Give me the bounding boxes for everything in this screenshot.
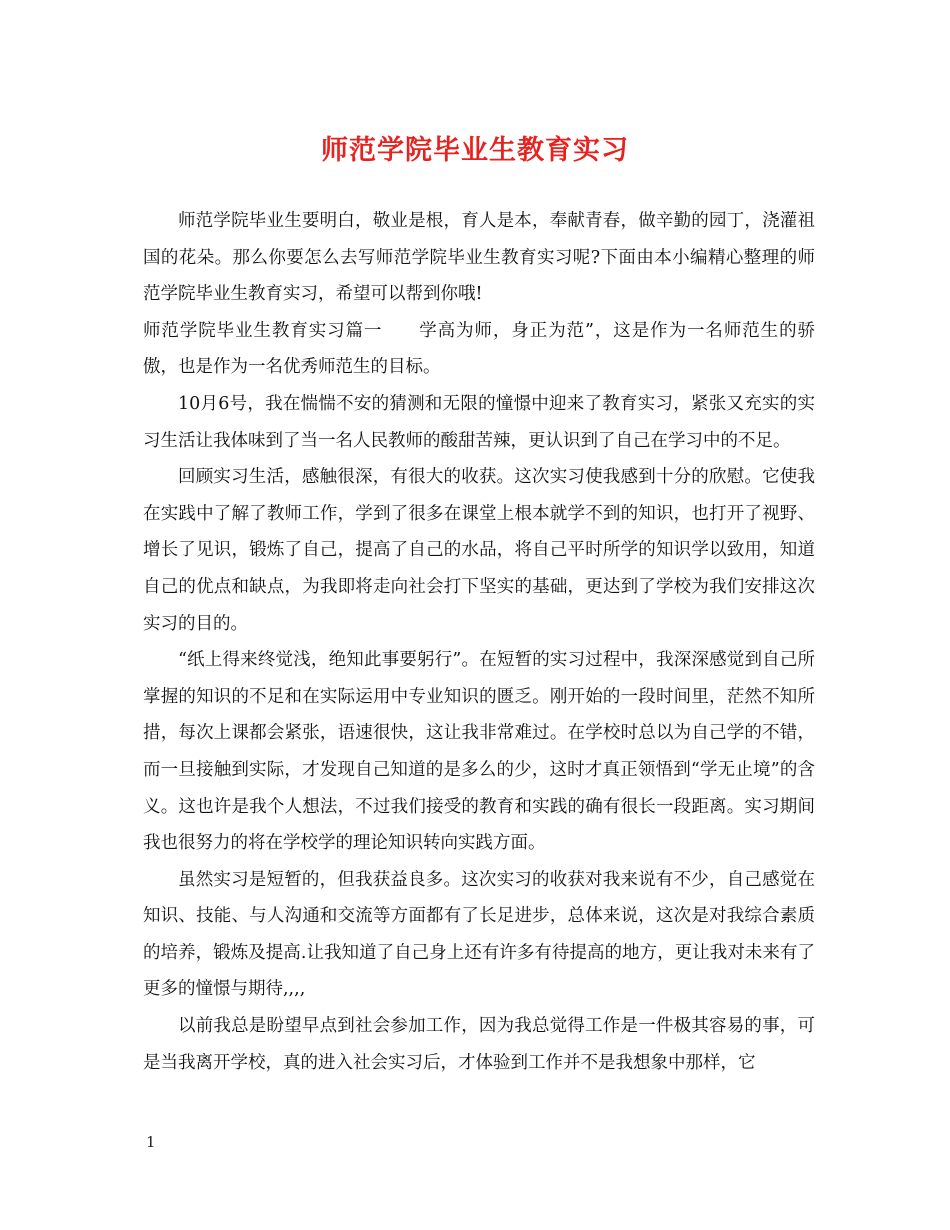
paragraph-gains: 虽然实习是短暂的，但我获益良多。这次实习的收获对我来说有不少，自己感觉在知识、技能、与人沟通和交流等方面都有了长足进步，总体来说，这次是对我综合素质的培养，锻炼及提高.让我知道了自己身上还有许多有待提高的地方，更让我对未来有了更多的憧憬与期待,,,, xyxy=(143,869,815,1000)
paragraph-section-one: 师范学院毕业生教育实习篇一 学高为师，身正为范”，这是作为一名师范生的骄傲，也是作为一名优秀师范生的目标。 xyxy=(143,320,815,378)
document-title: 师范学院毕业生教育实习 xyxy=(321,135,629,166)
page-number: 1 xyxy=(146,1133,156,1151)
paragraph-work: 以前我总是盼望早点到社会参加工作，因为我总觉得工作是一件极其容易的事，可是当我离开学校，真的进入社会实习后，才体验到工作并不是我想象中那样，它 xyxy=(143,1016,815,1073)
document-body xyxy=(143,203,815,1081)
paragraph-intro: 师范学院毕业生要明白，敬业是根，育人是本，奉献青春，做辛勤的园丁，浇灌祖国的花朵。那么你要怎么去写师范学院毕业生教育实习呢?下面由本小编精心整理的师范学院毕业生教育实习，希望可以帮到你哦! xyxy=(143,211,815,305)
paragraph-review: 回顾实习生活，感触很深，有很大的收获。这次实习使我感到十分的欣慰。它使我在实践中了解了教师工作，学到了很多在课堂上根本就学不到的知识，也打开了视野、增长了见识，锻炼了自己，提高了自己的水品，将自己平时所学的知识学以致用，知道自己的优点和缺点，为我即将走向社会打下坚实的基础，更达到了学校为我们安排这次实习的目的。 xyxy=(143,467,815,634)
paragraph-practice: “纸上得来终觉浅，绝知此事要躬行”。在短暂的实习过程中，我深深感觉到自己所掌握的知识的不足和在实际运用中专业知识的匮乏。刚开始的一段时间里，茫然不知所措，每次上课都会紧张，语速很快，这让我非常难过。在学校时总以为自己学的不错，而一旦接触到实际，才发现自己知道的是多么的少，这时才真正领悟到“学无止境”的含义。这也许是我个人想法，不过我们接受的教育和实践的确有很长一段距离。实习期间我也很努力的将在学校学的理论知识转向实践方面。 xyxy=(143,650,815,854)
paragraph-start-internship: 10月6号，我在惴惴不安的猜测和无限的憧憬中迎来了教育实习，紧张又充实的实习生活让我体味到了当一名人民教师的酸甜苦辣，更认识到了自己在学习中的不足。 xyxy=(143,393,815,451)
